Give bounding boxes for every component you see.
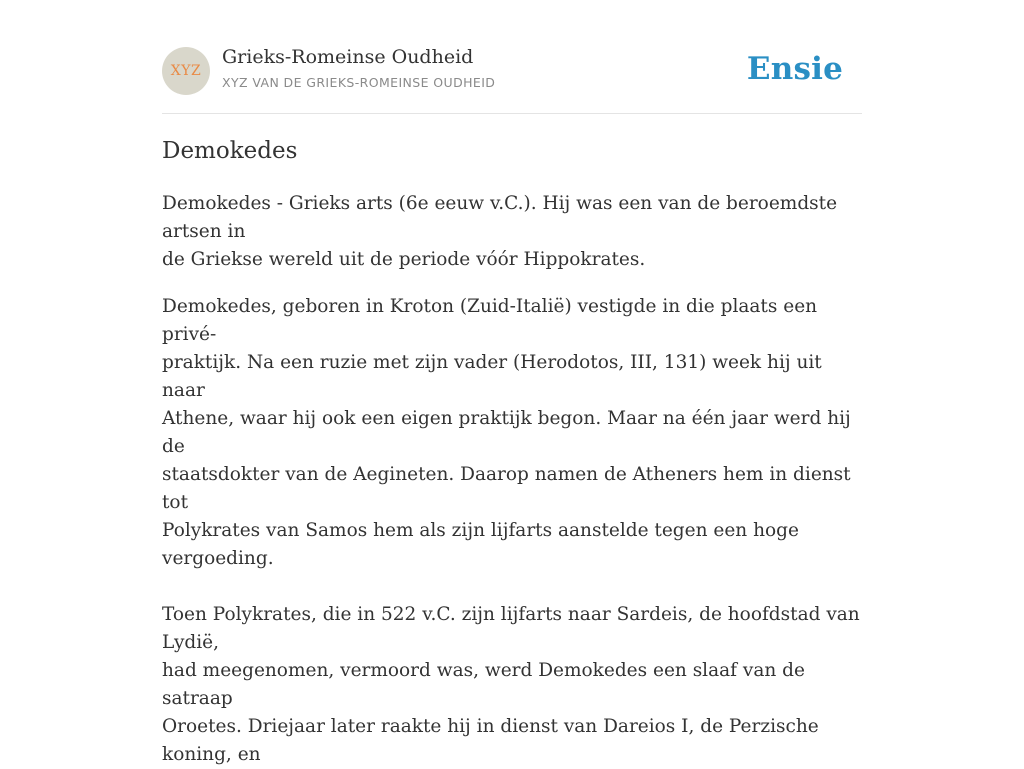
source-subtitle: XYZ VAN DE GRIEKS-ROMEINSE OUDHEID xyxy=(222,75,496,90)
article-paragraph-intro: Demokedes - Grieks arts (6e eeuw v.C.). Hij was een van de beroemdste artsen in de Griekse wereld uit de periode vóór Hippokrates. xyxy=(162,193,838,270)
source-title[interactable]: Grieks-Romeinse Oudheid xyxy=(222,46,474,68)
article-title: Demokedes xyxy=(162,138,298,164)
article-paragraph-main: Demokedes, geboren in Kroton (Zuid-Italië) vestigde in die plaats een privé- praktijk. Na een ruzie met zijn vader (Herodotos, III, 131) week hij uit naar Athene, waar hij ook een eigen praktijk begon. Maar na één jaar werd hij de staatsdokter van de Aegineten. Daarop namen de Atheners hem in dienst tot Polykrates van Samos hem als zijn lijfarts aanstelde tegen een hoge vergoeding. Toen Polykrates, die in 522 v.C. zijn lijfarts naar Sardeis, de hoofdstad van Lydië, had meegenomen, vermoord was, werd Demokedes een slaaf van de satraap Oroetes. Driejaar later raakte hij in dienst van Dareios I, de Perzische koning, en xyxy=(162,296,860,765)
article-body xyxy=(162,190,862,769)
header xyxy=(162,0,862,114)
ensie-logo[interactable]: Ensie xyxy=(746,51,843,87)
source-avatar[interactable]: XYZ xyxy=(162,47,210,95)
page-container xyxy=(162,0,862,765)
